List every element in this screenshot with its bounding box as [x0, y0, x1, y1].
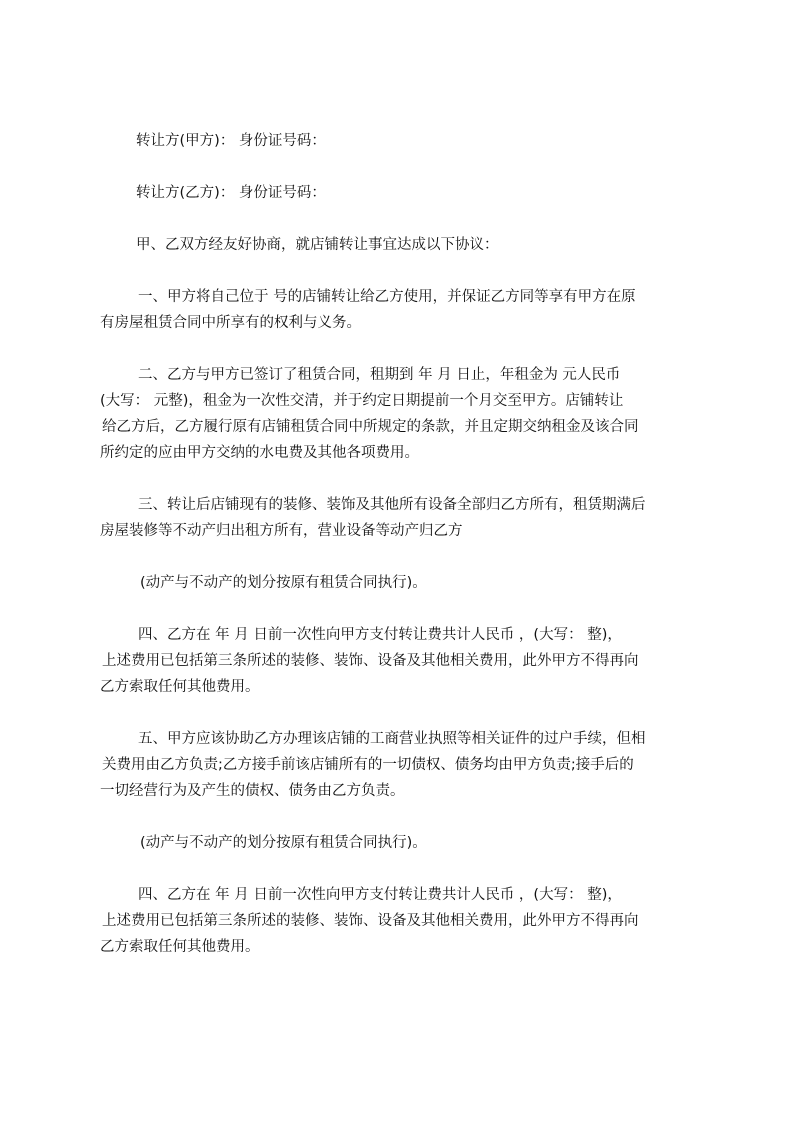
clause-3-line-2: 房屋装修等不动产归出租方所有，营业设备等动产归乙方	[100, 523, 463, 539]
clause-5-line-1: 五、甲方应该协助乙方办理该店铺的工商营业执照等相关证件的过户手续，但相	[138, 731, 646, 747]
document-body	[100, 128, 700, 960]
party-b-line	[100, 180, 700, 206]
party-a-line	[100, 128, 700, 154]
clause-2	[100, 362, 700, 466]
clause-2-line-2: (大写： 元整)，租金为一次性交清，并于约定日期提前一个月交至甲方。店铺转让	[100, 393, 624, 409]
note-1	[100, 570, 700, 596]
clause-3	[100, 492, 700, 544]
clause-3-line-1: 三、转让后店铺现有的装修、装饰及其他所有设备全部归乙方所有，租赁期满后	[138, 497, 646, 513]
clause-2-line-3: 给乙方后，乙方履行原有店铺租赁合同中所规定的条款，并且定期交纳租金及该合同	[102, 419, 639, 435]
note-2-text: (动产与不动产的划分按原有租赁合同执行)。	[140, 835, 427, 851]
clause-5-line-2: 关费用由乙方负责;乙方接手前该店铺所有的一切债权、债务均由甲方负责;接手后的	[102, 757, 634, 773]
intro-paragraph	[100, 232, 700, 258]
clause-4b-line-1: 四、乙方在 年 月 日前一次性向甲方支付转让费共计人民币 ，(大写： 整)，	[138, 887, 622, 903]
clause-5-line-3: 一切经营行为及产生的债权、债务由乙方负责。	[100, 783, 405, 799]
intro-text: 甲、乙双方经友好协商，就店铺转让事宜达成以下协议：	[136, 237, 499, 253]
note-1-text: (动产与不动产的划分按原有租赁合同执行)。	[140, 575, 427, 591]
clause-1-line-2: 有房屋租赁合同中所享有的权利与义务。	[100, 315, 361, 331]
note-2	[100, 830, 700, 856]
clause-2-line-4: 所约定的应由甲方交纳的水电费及其他各项费用。	[100, 445, 419, 461]
party-a-text: 转让方(甲方)： 身份证号码：	[136, 133, 326, 149]
clause-1-line-1: 一、甲方将自己位于 号的店铺转让给乙方使用，并保证乙方同等享有甲方在原	[138, 289, 636, 305]
clause-4a-line-1: 四、乙方在 年 月 日前一次性向甲方支付转让费共计人民币 ，(大写： 整)，	[138, 627, 622, 643]
clause-4b	[100, 882, 700, 960]
clause-4b-line-2: 上述费用已包括第三条所述的装修、装饰、设备及其他相关费用，此外甲方不得再向	[102, 913, 639, 929]
clause-2-line-1: 二、乙方与甲方已签订了租赁合同，租期到 年 月 日止，年租金为 元人民币	[138, 367, 621, 383]
clause-5	[100, 726, 700, 804]
clause-1	[100, 284, 700, 336]
clause-4b-line-3: 乙方索取任何其他费用。	[100, 939, 260, 955]
party-b-text: 转让方(乙方)： 身份证号码：	[136, 185, 326, 201]
clause-4a	[100, 622, 700, 700]
clause-4a-line-3: 乙方索取任何其他费用。	[100, 679, 260, 695]
clause-4a-line-2: 上述费用已包括第三条所述的装修、装饰、设备及其他相关费用，此外甲方不得再向	[102, 653, 639, 669]
